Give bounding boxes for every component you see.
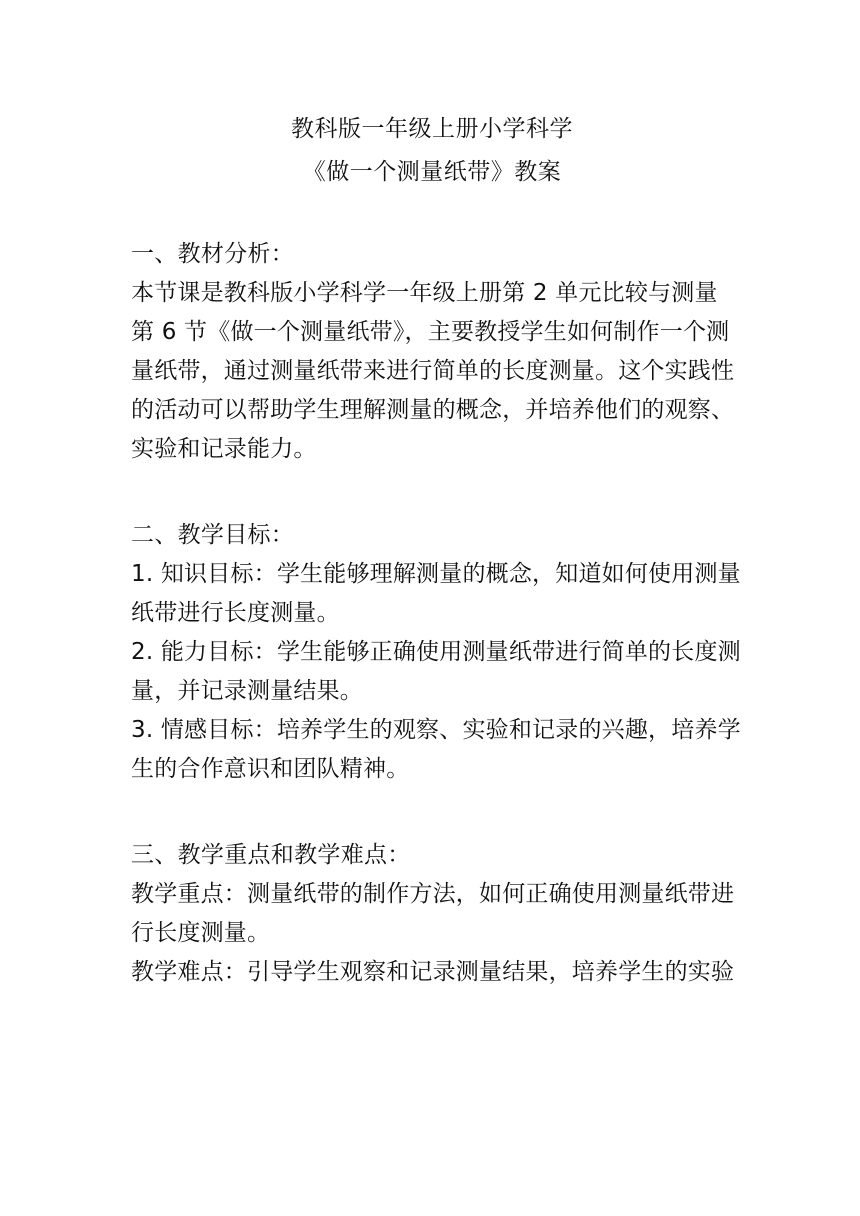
paragraph-line: 实验和记录能力。 [131,436,317,462]
key-point-line: 教学重点：测量纸带的制作方法，如何正确使用测量纸带进 [131,881,735,907]
objective-line: 纸带进行长度测量。 [131,600,340,626]
objective-line: 2. 能力目标：学生能够正确使用测量纸带进行简单的长度测 [131,639,741,665]
objective-line: 3. 情感目标：培养学生的观察、实验和记录的兴趣，培养学 [131,717,741,743]
spacer [131,789,733,836]
objective-line: 生的合作意识和团队精神。 [131,756,410,782]
paragraph-line: 第 6 节《做一个测量纸带》，主要教授学生如何制作一个测 [131,319,730,345]
key-point-line: 行长度测量。 [131,920,271,946]
document-title-line-2: 《做一个测量纸带》教案 [302,159,562,185]
paragraph-line: 的活动可以帮助学生理解测量的概念，并培养他们的观察、 [131,397,735,423]
objective-line: 1. 知识目标：学生能够理解测量的概念，知道如何使用测量 [131,561,741,587]
section-heading-key-points-difficulties: 三、教学重点和教学难点： [131,842,411,868]
spacer [131,191,733,235]
paragraph-line: 量纸带，通过测量纸带来进行简单的长度测量。这个实践性 [131,358,735,384]
section-materials-analysis-body [131,274,733,469]
key-point-line: 教学难点：引导学生观察和记录测量结果，培养学生的实验 [131,959,735,985]
section-key-points-difficulties-body [131,875,733,992]
section-teaching-objectives-body [131,555,741,789]
paragraph-line: 本节课是教科版小学科学一年级上册第 2 单元比较与测量 [131,280,718,306]
section-heading-materials-analysis: 一、教材分析： [131,241,295,267]
document-body [131,111,741,992]
section-heading-teaching-objectives: 二、教学目标： [131,522,295,548]
objective-line: 量，并记录测量结果。 [131,678,363,704]
spacer [131,469,733,516]
document-title-line-1: 教科版一年级上册小学科学 [291,116,573,142]
